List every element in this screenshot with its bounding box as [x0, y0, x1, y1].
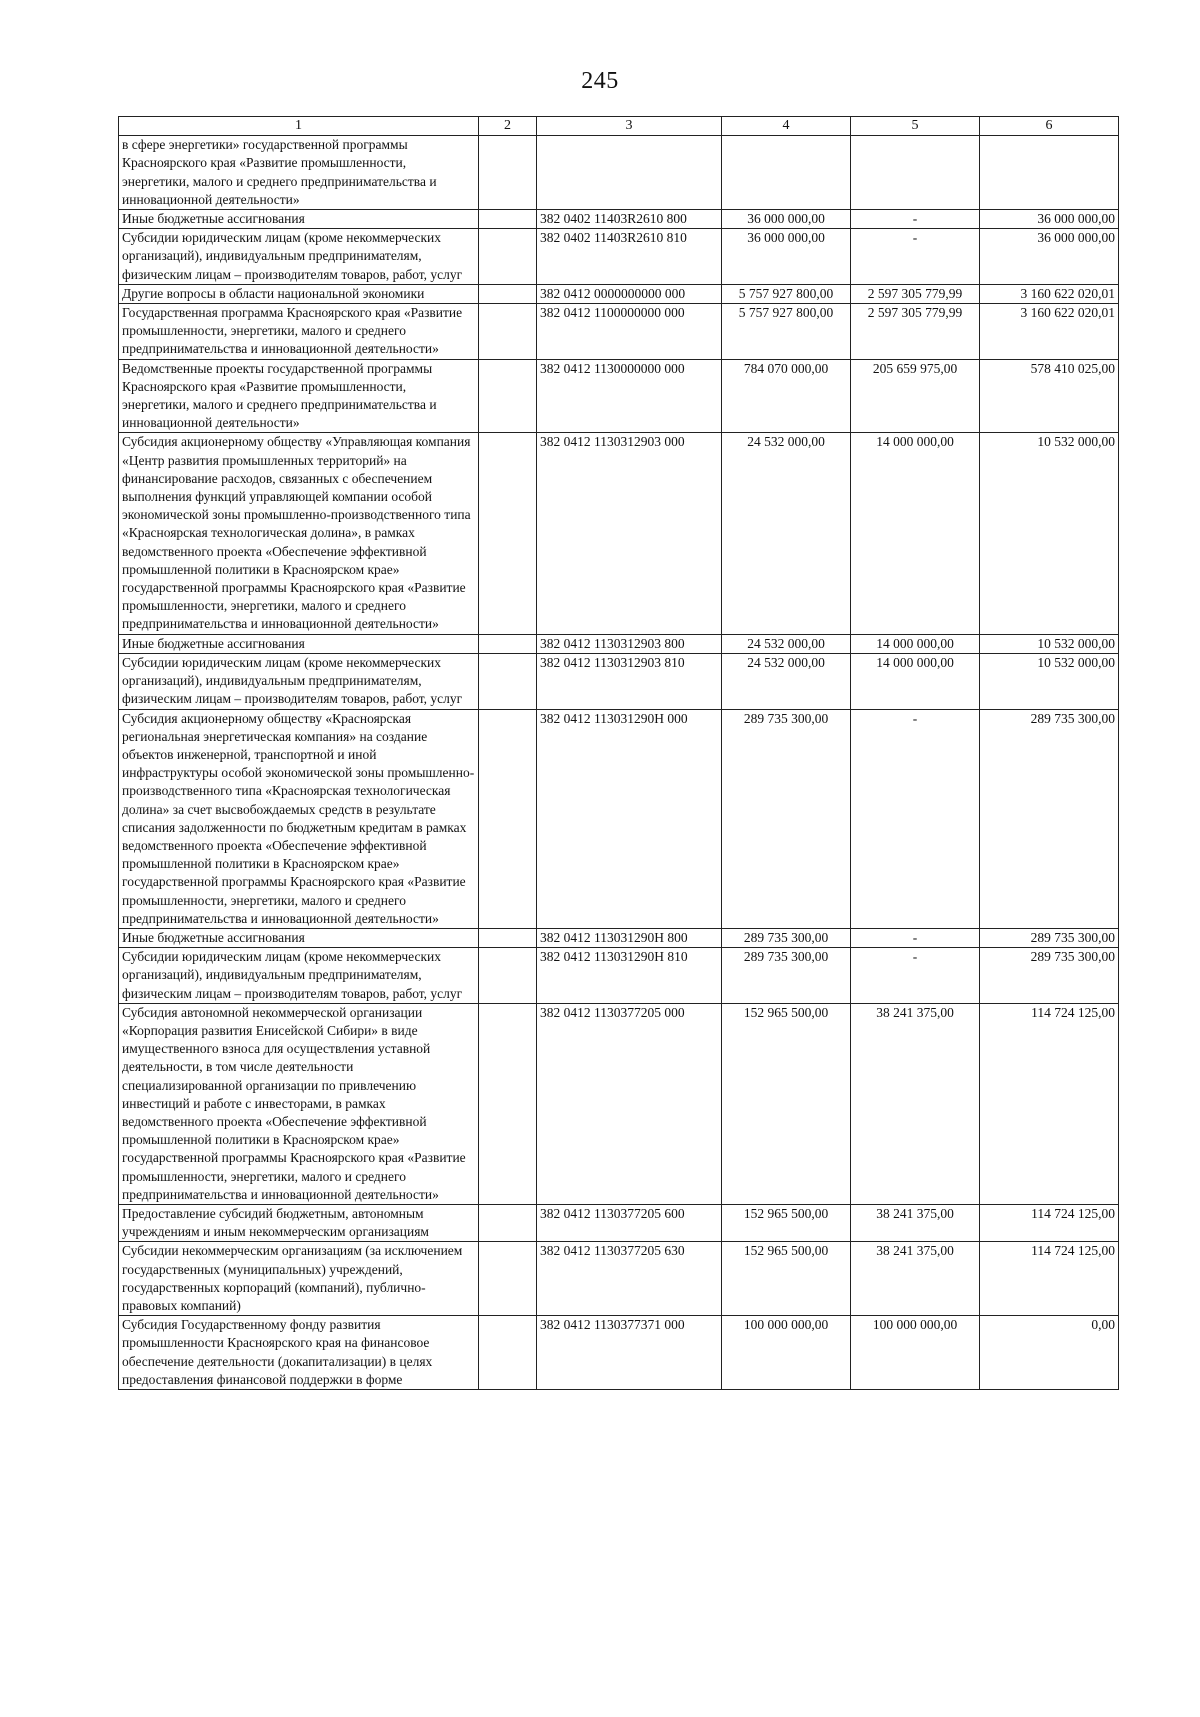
- row-col2: [479, 229, 537, 285]
- row-name: Субсидия акционерному обществу «Управляющая компания «Центр развития промышленных территорий» на финансирование расходов, связанных с обеспечением выполнения функций управляющей компании особой экономической зоны промышленно-производственного типа «Красноярская технологическая долина», в рамках ведомственного проекта «Обеспечение эффективной промышленной политики в Красноярском крае» государственной программы Красноярского края «Развитие промышленности, энергетики, малого и среднего предпринимательства и инновационной деятельности»: [119, 433, 479, 634]
- column-header: 3: [537, 117, 722, 136]
- row-value-6: 36 000 000,00: [980, 210, 1119, 229]
- row-value-6: 36 000 000,00: [980, 229, 1119, 285]
- row-name: Другие вопросы в области национальной экономики: [119, 284, 479, 303]
- row-value-5: 14 000 000,00: [851, 634, 980, 653]
- row-code: 382 0412 113031290H 800: [537, 928, 722, 947]
- row-value-6: 0,00: [980, 1316, 1119, 1390]
- row-value-4: 152 965 500,00: [722, 1003, 851, 1204]
- row-value-5: -: [851, 210, 980, 229]
- row-value-6: 10 532 000,00: [980, 653, 1119, 709]
- row-col2: [479, 1242, 537, 1316]
- row-col2: [479, 1316, 537, 1390]
- column-header: 6: [980, 117, 1119, 136]
- row-col2: [479, 359, 537, 433]
- row-code: 382 0412 1130377371 000: [537, 1316, 722, 1390]
- row-code: 382 0412 1130312903 800: [537, 634, 722, 653]
- row-col2: [479, 948, 537, 1004]
- row-value-4: 784 070 000,00: [722, 359, 851, 433]
- row-col2: [479, 709, 537, 928]
- row-name: Субсидия Государственному фонду развития промышленности Красноярского края на финансовое обеспечение деятельности (докапитализации) в целях предоставления финансовой поддержки в форме: [119, 1316, 479, 1390]
- row-value-4: 24 532 000,00: [722, 653, 851, 709]
- row-value-6: [980, 136, 1119, 210]
- row-value-5: 100 000 000,00: [851, 1316, 980, 1390]
- table-row: [119, 634, 1119, 653]
- row-value-6: 114 724 125,00: [980, 1204, 1119, 1241]
- row-value-4: [722, 136, 851, 210]
- row-col2: [479, 1003, 537, 1204]
- row-value-6: 3 160 622 020,01: [980, 304, 1119, 360]
- table-row: [119, 1316, 1119, 1390]
- row-col2: [479, 284, 537, 303]
- table-row: [119, 1204, 1119, 1241]
- row-value-5: 14 000 000,00: [851, 433, 980, 634]
- row-col2: [479, 1204, 537, 1241]
- row-name: Субсидии юридическим лицам (кроме некоммерческих организаций), индивидуальным предпринимателям, физическим лицам – производителям товаров, работ, услуг: [119, 229, 479, 285]
- row-value-5: -: [851, 229, 980, 285]
- row-value-4: 5 757 927 800,00: [722, 304, 851, 360]
- row-name: Субсидия акционерному обществу «Красноярская региональная энергетическая компания» на создание объектов инженерной, транспортной и иной инфраструктуры особой экономической зоны промышленно-производственного типа «Красноярская технологическая долина» за счет высвобождаемых средств в результате списания задолженности по бюджетным кредитам в рамках ведомственного проекта «Обеспечение эффективной промышленной политики в Красноярском крае» государственной программы Красноярского края «Развитие промышленности, энергетики, малого и среднего предпринимательства и инновационной деятельности»: [119, 709, 479, 928]
- row-value-5: 38 241 375,00: [851, 1204, 980, 1241]
- table-row: [119, 709, 1119, 928]
- row-value-6: 114 724 125,00: [980, 1003, 1119, 1204]
- row-name: в сфере энергетики» государственной программы Красноярского края «Развитие промышленности, энергетики, малого и среднего предпринимательства и инновационной деятельности»: [119, 136, 479, 210]
- row-code: 382 0412 1130000000 000: [537, 359, 722, 433]
- row-value-6: 10 532 000,00: [980, 433, 1119, 634]
- row-value-4: 152 965 500,00: [722, 1242, 851, 1316]
- row-value-4: 289 735 300,00: [722, 709, 851, 928]
- table-row: [119, 928, 1119, 947]
- row-name: Ведомственные проекты государственной программы Красноярского края «Развитие промышленности, энергетики, малого и среднего предпринимательства и инновационной деятельности»: [119, 359, 479, 433]
- row-value-6: 578 410 025,00: [980, 359, 1119, 433]
- row-col2: [479, 136, 537, 210]
- row-code: 382 0412 1130377205 000: [537, 1003, 722, 1204]
- row-value-5: 38 241 375,00: [851, 1003, 980, 1204]
- row-value-6: 289 735 300,00: [980, 948, 1119, 1004]
- row-value-4: 289 735 300,00: [722, 948, 851, 1004]
- table-row: [119, 359, 1119, 433]
- row-value-5: [851, 136, 980, 210]
- column-header: 4: [722, 117, 851, 136]
- row-value-6: 289 735 300,00: [980, 928, 1119, 947]
- row-col2: [479, 210, 537, 229]
- row-code: 382 0412 1130377205 630: [537, 1242, 722, 1316]
- table-row: [119, 304, 1119, 360]
- row-value-4: 100 000 000,00: [722, 1316, 851, 1390]
- row-value-4: 5 757 927 800,00: [722, 284, 851, 303]
- row-value-5: 2 597 305 779,99: [851, 284, 980, 303]
- row-value-4: 289 735 300,00: [722, 928, 851, 947]
- row-name: Предоставление субсидий бюджетным, автономным учреждениям и иным некоммерческим организациям: [119, 1204, 479, 1241]
- row-name: Государственная программа Красноярского края «Развитие промышленности, энергетики, малого и среднего предпринимательства и инновационной деятельности»: [119, 304, 479, 360]
- table-row: [119, 948, 1119, 1004]
- row-value-5: 205 659 975,00: [851, 359, 980, 433]
- budget-table: [118, 116, 1119, 1390]
- row-col2: [479, 433, 537, 634]
- row-value-4: 24 532 000,00: [722, 634, 851, 653]
- row-value-4: 36 000 000,00: [722, 229, 851, 285]
- row-col2: [479, 634, 537, 653]
- column-header: 1: [119, 117, 479, 136]
- row-name: Иные бюджетные ассигнования: [119, 928, 479, 947]
- page-number: 245: [581, 68, 619, 94]
- table-row: [119, 229, 1119, 285]
- row-code: 382 0412 1130312903 000: [537, 433, 722, 634]
- row-value-4: 152 965 500,00: [722, 1204, 851, 1241]
- row-value-5: 14 000 000,00: [851, 653, 980, 709]
- row-name: Субсидии некоммерческим организациям (за исключением государственных (муниципальных) учреждений, государственных корпораций (компаний), публично-правовых компаний): [119, 1242, 479, 1316]
- row-name: Субсидия автономной некоммерческой организации «Корпорация развития Енисейской Сибири» в виде имущественного взноса для осуществления уставной деятельности, в том числе деятельности специализированной организации по привлечению инвестиций и работе с инвесторами, в рамках ведомственного проекта «Обеспечение эффективной промышленной политики в Красноярском крае» государственной программы Красноярского края «Развитие промышленности, энергетики, малого и среднего предпринимательства и инновационной деятельности»: [119, 1003, 479, 1204]
- table-row: [119, 284, 1119, 303]
- row-code: 382 0412 0000000000 000: [537, 284, 722, 303]
- row-name: Субсидии юридическим лицам (кроме некоммерческих организаций), индивидуальным предпринимателям, физическим лицам – производителям товаров, работ, услуг: [119, 653, 479, 709]
- column-header: 5: [851, 117, 980, 136]
- row-name: Иные бюджетные ассигнования: [119, 210, 479, 229]
- row-value-5: -: [851, 948, 980, 1004]
- column-header: 2: [479, 117, 537, 136]
- table-row: [119, 136, 1119, 210]
- row-code: 382 0412 1130377205 600: [537, 1204, 722, 1241]
- row-code: 382 0402 11403R2610 800: [537, 210, 722, 229]
- table-row: [119, 210, 1119, 229]
- table-row: [119, 1003, 1119, 1204]
- row-value-5: -: [851, 928, 980, 947]
- row-code: 382 0412 1130312903 810: [537, 653, 722, 709]
- row-name: Субсидии юридическим лицам (кроме некоммерческих организаций), индивидуальным предпринимателям, физическим лицам – производителям товаров, работ, услуг: [119, 948, 479, 1004]
- table-row: [119, 653, 1119, 709]
- row-value-5: -: [851, 709, 980, 928]
- header-row: [119, 117, 1119, 136]
- row-value-4: 24 532 000,00: [722, 433, 851, 634]
- row-name: Иные бюджетные ассигнования: [119, 634, 479, 653]
- row-value-6: 289 735 300,00: [980, 709, 1119, 928]
- row-code: 382 0412 113031290H 810: [537, 948, 722, 1004]
- row-code: 382 0412 113031290H 000: [537, 709, 722, 928]
- row-col2: [479, 928, 537, 947]
- row-code: 382 0412 1100000000 000: [537, 304, 722, 360]
- table-row: [119, 1242, 1119, 1316]
- row-value-6: 3 160 622 020,01: [980, 284, 1119, 303]
- row-value-6: 114 724 125,00: [980, 1242, 1119, 1316]
- row-col2: [479, 653, 537, 709]
- row-value-5: 2 597 305 779,99: [851, 304, 980, 360]
- row-code: [537, 136, 722, 210]
- row-col2: [479, 304, 537, 360]
- row-code: 382 0402 11403R2610 810: [537, 229, 722, 285]
- table-row: [119, 433, 1119, 634]
- row-value-4: 36 000 000,00: [722, 210, 851, 229]
- row-value-6: 10 532 000,00: [980, 634, 1119, 653]
- row-value-5: 38 241 375,00: [851, 1242, 980, 1316]
